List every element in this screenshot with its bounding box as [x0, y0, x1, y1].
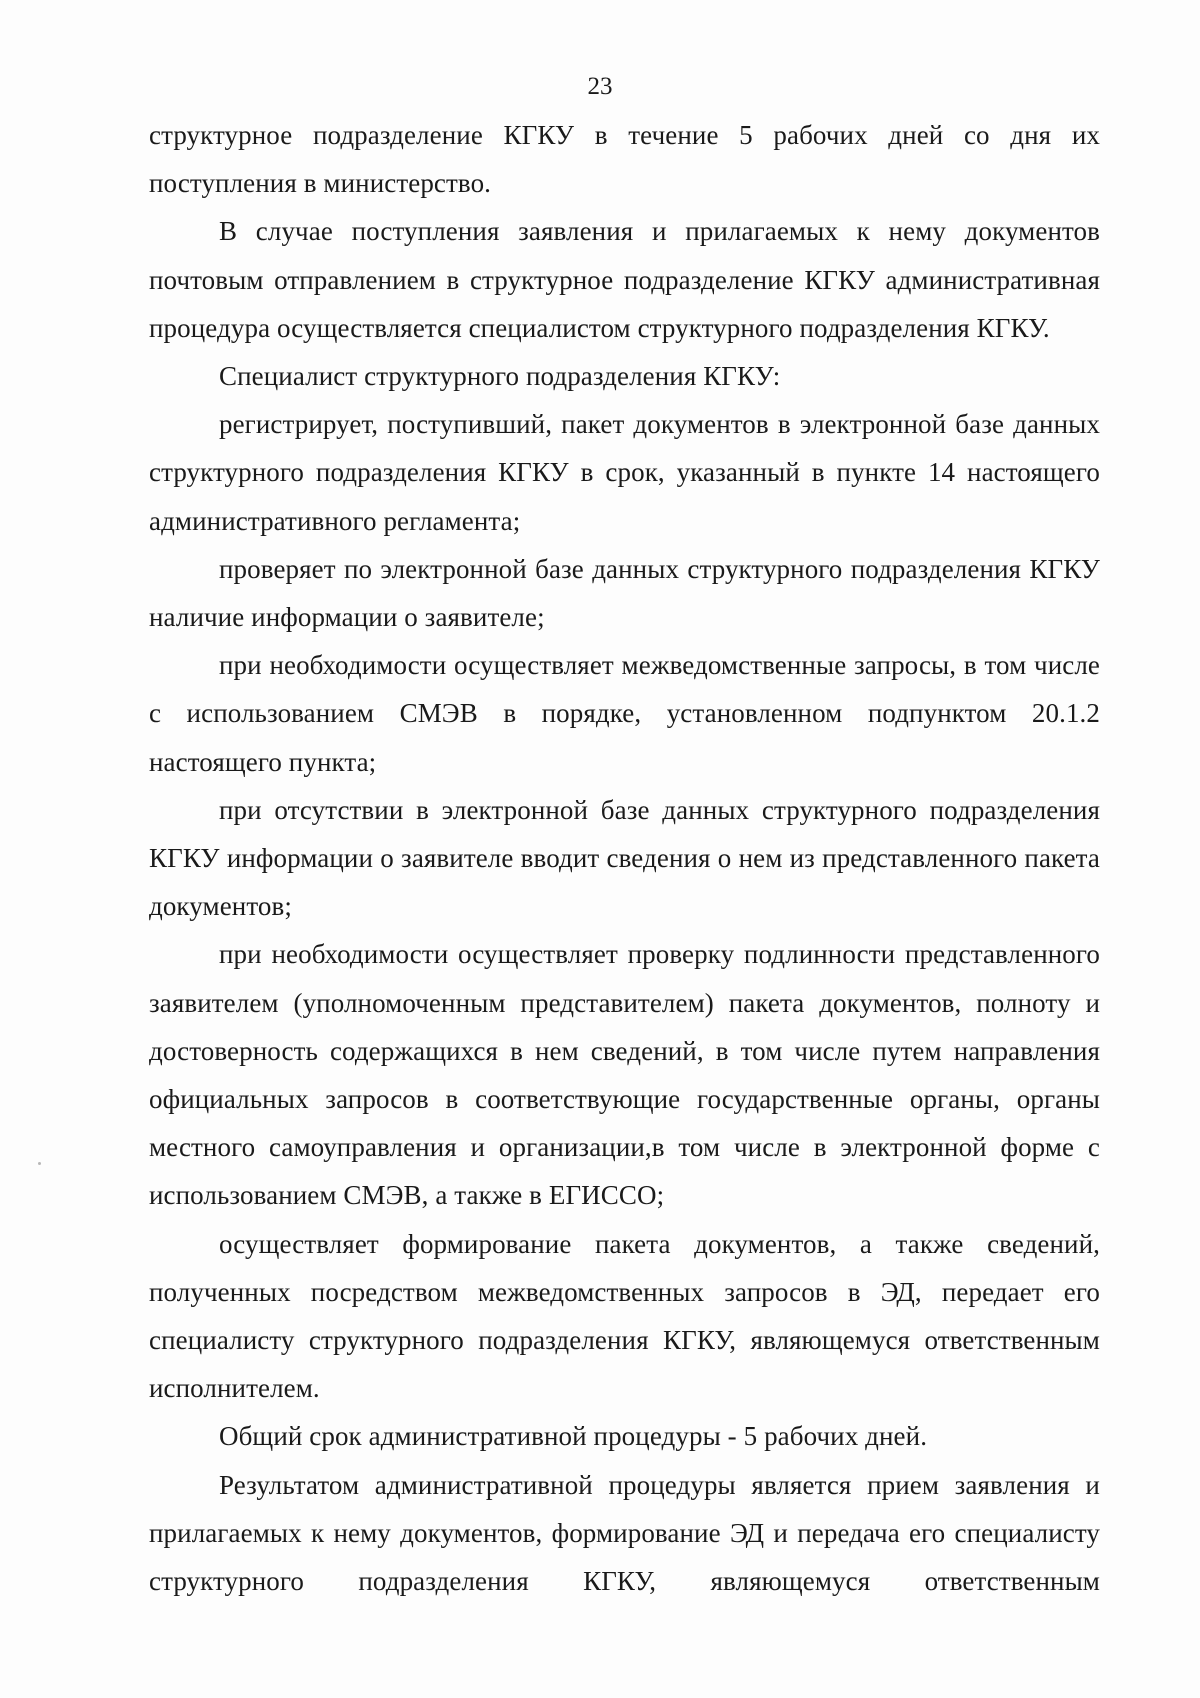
scan-speck [38, 1162, 41, 1165]
page-number: 23 [587, 73, 613, 100]
paragraph-specialist-intro: Специалист структурного подразделения КГКУ: [219, 361, 781, 392]
paragraph-forms-package: осуществляет формирование пакета документов, а также сведений, полученных посредством межведомственных запросов в ЭД, передает его специалисту структурного подразделения КГКУ, являющемуся ответственным исполнителем. [149, 1228, 1100, 1404]
paragraph-postal-submission: В случае поступления заявления и прилагаемых к нему документов почтовым отправлением в структурное подразделение КГКУ административная процедура осуществляется специалистом структурного подразделения КГКУ. [149, 216, 1100, 343]
paragraph-total-duration: Общий срок административной процедуры - 5 рабочих дней. [219, 1421, 928, 1452]
paragraph-registers: регистрирует, поступивший, пакет документов в электронной базе данных структурного подразделения КГКУ в срок, указанный в пункте 14 настоящего административного регламента; [149, 409, 1100, 536]
paragraph-checks-database: проверяет по электронной базе данных структурного подразделения КГКУ наличие информации о заявителе; [149, 553, 1100, 633]
paragraph-result: Результатом административной процедуры является прием заявления и прилагаемых к нему документов, формирование ЭД и передача его специалисту структурного подразделения КГКУ, являющемуся ответственным [149, 1469, 1100, 1597]
paragraph-enters-information: при отсутствии в электронной базе данных структурного подразделения КГКУ информации о заявителе вводит сведения о нем из представленного пакета документов; [149, 794, 1100, 922]
paragraph-interagency-requests: при необходимости осуществляет межведомственные запросы, в том числе с использованием СМЭВ в порядке, установленном подпунктом 20.1.2 настоящего пункта; [149, 650, 1100, 777]
document-body [149, 111, 1100, 1605]
paragraph-verifies-authenticity: при необходимости осуществляет проверку подлинности представленного заявителем (уполномоченным представителем) пакета документов, полноту и достоверность содержащихся в нем сведений, в том числе путем направления официальных запросов в соответствующие государственные органы, органы местного самоуправления и организации,в том числе в электронной форме с использованием СМЭВ, а также в ЕГИССО; [149, 939, 1100, 1211]
paragraph-continuation: структурное подразделение КГКУ в течение 5 рабочих дней со дня их поступления в министерство. [149, 120, 1100, 199]
